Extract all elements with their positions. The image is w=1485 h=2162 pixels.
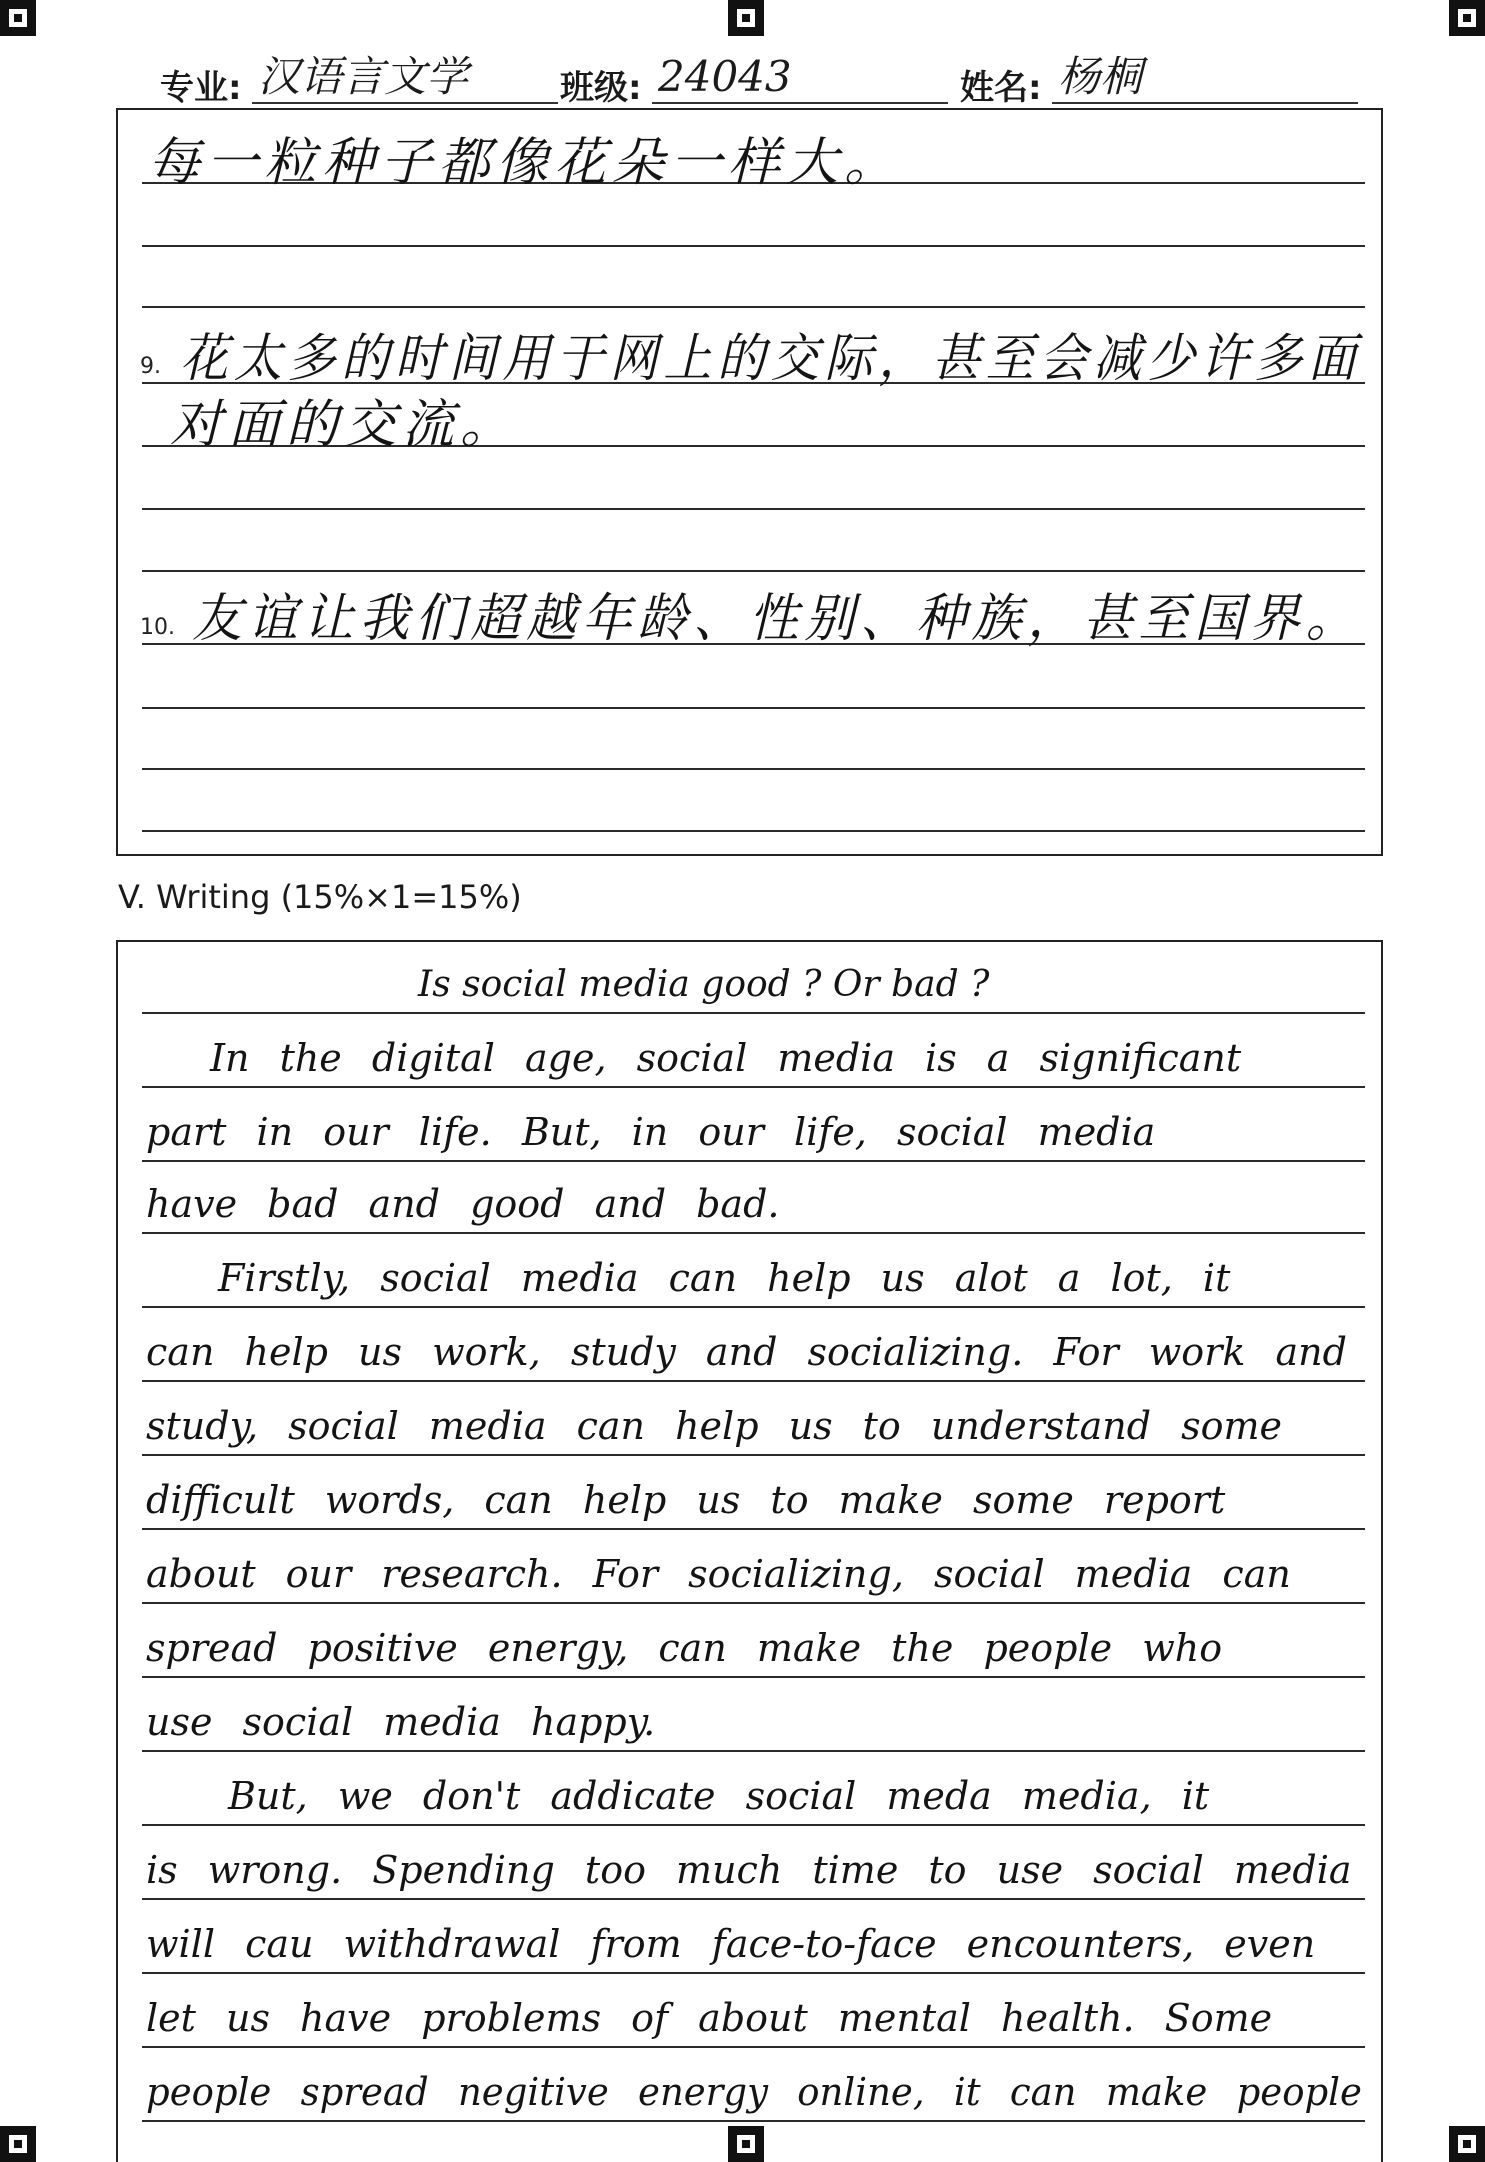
essay-line: study, social media can help us to understand some: [146, 1404, 1283, 1448]
ruled-line: [142, 830, 1365, 832]
essay-line: about our research. For socializing, social media can: [146, 1552, 1291, 1596]
ruled-line: [142, 570, 1365, 572]
ruled-line: [142, 2046, 1365, 2048]
ruled-line: [142, 1380, 1365, 1382]
class-label: 班级:: [560, 68, 642, 108]
name-label: 姓名:: [960, 68, 1042, 108]
essay-line: let us have problems of about mental health. Some: [146, 1996, 1273, 2040]
essay-line: difficult words, can help us to make some report: [146, 1478, 1226, 1522]
class-value: 24043: [652, 52, 948, 104]
answer-q9-line1: 花太多的时间用于网上的交际，甚至会减少许多面: [180, 329, 1362, 389]
registration-marker-bottom-right: [1449, 2126, 1485, 2162]
writing-answer-box: [116, 940, 1383, 2162]
ruled-line: [142, 1160, 1365, 1162]
ruled-line: [142, 1232, 1365, 1234]
essay-line: have bad and good and bad.: [146, 1182, 780, 1226]
ruled-line: [142, 768, 1365, 770]
ruled-line: [142, 1824, 1365, 1826]
ruled-line: [142, 306, 1365, 308]
writing-section-heading: V. Writing (15%×1=15%): [118, 878, 522, 916]
essay-line: can help us work, study and socializing. For work and: [146, 1330, 1347, 1374]
essay-line: part in our life. But, in our life, social media: [146, 1110, 1156, 1154]
answer-q9-line2: 对面的交流。: [170, 395, 519, 455]
essay-line: use social media happy.: [146, 1700, 656, 1744]
name-value: 杨桐: [1052, 52, 1358, 104]
answer-q10-line1: 友谊让我们超越年龄、性别、种族，甚至国界。: [192, 589, 1362, 649]
ruled-line: [142, 245, 1365, 247]
essay-title: Is social media good ? Or bad ?: [418, 964, 990, 1005]
question-number-10: 10.: [140, 615, 175, 640]
ruled-line: [142, 508, 1365, 510]
essay-line: But, we don't addicate social meda media, it: [228, 1774, 1210, 1818]
registration-marker-top-right: [1449, 0, 1485, 36]
ruled-line: [142, 2120, 1365, 2122]
translation-answer-box: [116, 108, 1383, 856]
major-value: 汉语言文学: [252, 52, 558, 104]
essay-line: will cau withdrawal from face-to-face encounters, even: [146, 1922, 1316, 1966]
ruled-line: [142, 1306, 1365, 1308]
essay-line: Firstly, social media can help us alot a lot, it: [218, 1256, 1231, 1300]
registration-marker-top-center: [728, 0, 764, 36]
registration-marker-bottom-left: [0, 2126, 36, 2162]
ruled-line: [142, 1528, 1365, 1530]
ruled-line: [142, 707, 1365, 709]
answer-q8-line1: 每一粒种子都像花朵一样大。: [148, 133, 903, 193]
ruled-line: [142, 1676, 1365, 1678]
major-label: 专业:: [160, 68, 242, 108]
question-number-9: 9.: [140, 354, 161, 379]
essay-line: people spread negitive energy online, it can make people: [146, 2070, 1362, 2114]
ruled-line: [142, 1898, 1365, 1900]
essay-line: spread positive energy, can make the people who: [146, 1626, 1223, 1670]
essay-line: is wrong. Spending too much time to use social media: [146, 1848, 1352, 1892]
ruled-line: [142, 1086, 1365, 1088]
registration-marker-top-left: [0, 0, 36, 36]
student-info-header: [160, 52, 1360, 112]
ruled-line: [142, 1972, 1365, 1974]
essay-line: In the digital age, social media is a significant: [210, 1036, 1242, 1080]
ruled-line: [142, 1602, 1365, 1604]
ruled-line: [142, 1012, 1365, 1014]
ruled-line: [142, 1454, 1365, 1456]
ruled-line: [142, 1750, 1365, 1752]
